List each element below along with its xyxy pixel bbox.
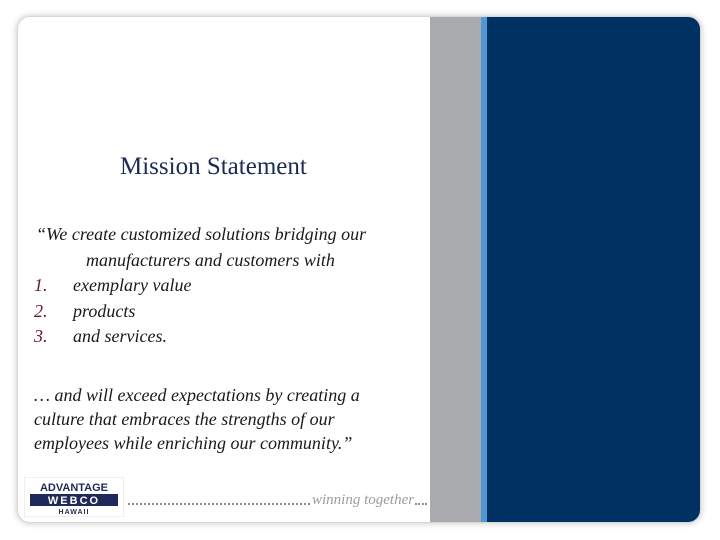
list-text: exemplary value xyxy=(73,275,192,295)
mission-statement xyxy=(34,222,434,350)
closing-line-1: … and will exceed expectations by creating a xyxy=(34,385,360,405)
quote-line-2: manufacturers and customers with xyxy=(86,249,335,270)
list-number: 2. xyxy=(34,300,48,321)
list-number: 3. xyxy=(34,326,48,346)
logo-line-1: ADVANTAGE xyxy=(39,482,109,494)
slide-title: Mission Statement xyxy=(120,153,307,180)
gray-band xyxy=(430,17,481,522)
dotted-divider-end xyxy=(415,503,427,505)
company-logo xyxy=(24,477,124,517)
closing-statement xyxy=(34,383,434,455)
list-text: and services. xyxy=(73,326,167,346)
numbered-list xyxy=(34,273,434,350)
list-item xyxy=(34,299,434,325)
list-number: 1. xyxy=(34,275,48,295)
list-text: products xyxy=(73,300,136,321)
tagline: winning together xyxy=(312,492,415,508)
quote-line-1: “We create customized solutions bridging our xyxy=(36,224,367,244)
closing-line-2: culture that embraces the strengths of our xyxy=(34,409,335,429)
logo-line-3: HAWAII xyxy=(58,509,90,516)
slide xyxy=(18,17,700,522)
closing-line-3: employees while enriching our community.” xyxy=(34,433,353,453)
dotted-divider xyxy=(128,503,310,505)
list-item xyxy=(34,273,434,299)
list-item xyxy=(34,324,434,350)
navy-panel xyxy=(487,17,700,522)
logo-line-2: WEBCO xyxy=(47,495,101,507)
